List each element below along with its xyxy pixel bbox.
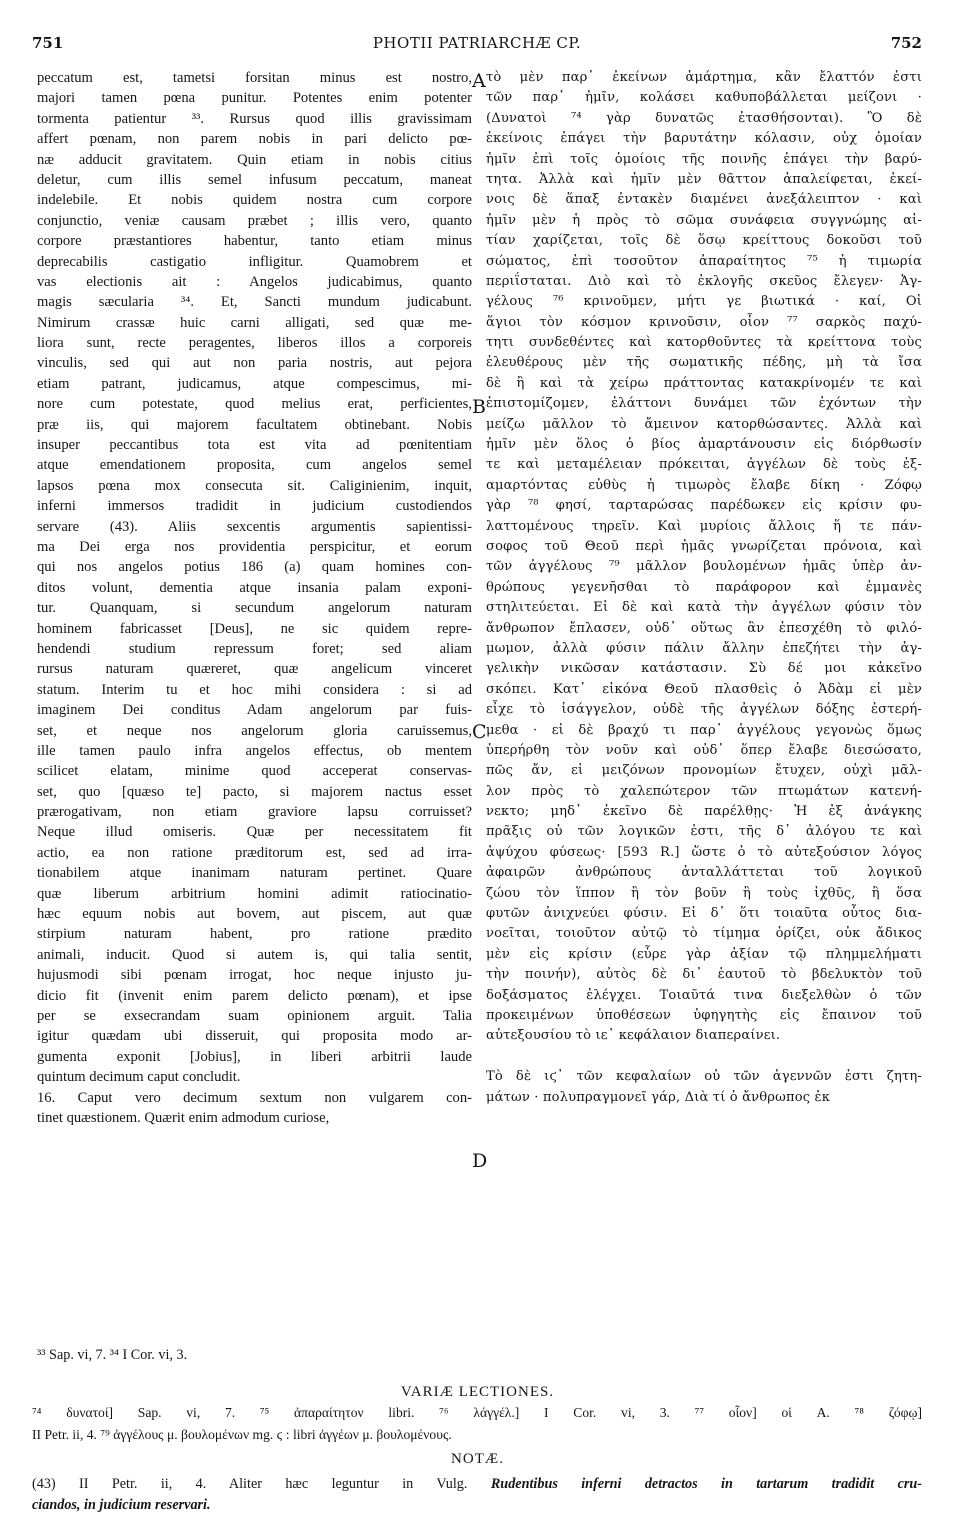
greek-text-line: νοεῖται, τοιοῦτον αὐτῷ τὸ τίμημα ὁρίζει, οὐκ ἄδικος xyxy=(486,926,922,942)
latin-text-line: vinculis, sed qui aut non paria nostris, aut pejora xyxy=(37,355,472,372)
greek-text-line: ἄνθρωπον ἔπλασεν, οὐδ᾽ οὕτως ἂν ἐπεσχέθη τὸ φιλό- xyxy=(486,620,922,636)
greek-text-line: σώματος, ἐπὶ τοσοῦτον ἀπαραίτητος ⁷⁵ ἡ τιμωρία xyxy=(486,253,922,269)
latin-text-line: per se exsecrandam suam opinionem arguit. Talia xyxy=(37,1007,472,1024)
greek-text-line: τε καὶ μεταμέλειαν πρόκειται, ἀγγέλων δὲ τοὺς ἐξ- xyxy=(486,457,922,473)
greek-text-line: πρᾶξις οὐ τῶν λογικῶν ἐστι, τῆς δ᾽ ἀλόγου τε καὶ xyxy=(486,824,922,840)
latin-text-line: tormenta patientur ³³. Rursus quod illis gravissimam xyxy=(37,110,472,127)
greek-text-line: ζώου τὸν ἵππον ἢ τὸν βοῦν ἢ τοὺς ἰχθῦς, ἢ ὅσα xyxy=(486,885,922,901)
latin-text-line: igitur quædam ubi disseruit, qui proposita modo ar- xyxy=(37,1028,472,1045)
greek-text-line: ἡμῖν ἐπὶ τοῖς ὁμοίοις τῆς ποινῆς ἐπάγει τὴν βαρύ- xyxy=(486,151,922,167)
greek-text-line: μεθα · εἰ δὲ βραχύ τι παρ᾽ ἀγγέλους γεγονὼς ὅμως xyxy=(486,722,922,738)
greek-column xyxy=(486,68,922,1108)
latin-text-line: gumenta exponit [Jobius], in liberi arbitrii laude xyxy=(37,1048,472,1065)
latin-text-line: tinet quæstionem. Quærit enim admodum curiose, xyxy=(37,1109,330,1126)
greek-text-line: ὑπερήρθη τὸν νοῦν καὶ οὐδ᾽ ὅπερ ἔλαβε διεσώσατο, xyxy=(486,742,922,758)
greek-text-line: ἀψύχου φύσεως· [593 R.] ὥστε ὁ τὸ αὐτεξούσιον λόγος xyxy=(486,844,922,860)
latin-text-line: majori tamen pœna punitur. Potentes enim potenter xyxy=(37,90,472,107)
latin-text-line: affert pœnam, non parem nobis in pari delicto pœ- xyxy=(37,131,472,148)
latin-text-line: ille tamen paulo infra angelos effectus, ob mentem xyxy=(37,742,472,759)
latin-text-line: atque emendationem proposita, cum angelos semel xyxy=(37,457,472,474)
latin-text-line: prærogativam, non etiam graviore lapsu corruisset? xyxy=(37,804,472,821)
note-line-1 xyxy=(32,1476,922,1493)
greek-text-line: ἡμῖν μὲν ὅλος ὁ βίος ἁμαρτάνουσιν εἰς διόρθωσίν xyxy=(486,437,922,453)
margin-marker-b: B xyxy=(472,396,486,418)
greek-text-line: μείζω μᾶλλον τὸ ἄμεινον κατορθώσαντες. Ἀλλὰ καὶ xyxy=(486,416,922,432)
latin-text-line: statum. Interim tu et hoc mihi considera : si ad xyxy=(37,681,472,698)
latin-text-line: quintum decimum caput concludit. xyxy=(37,1069,241,1086)
latin-text-line: deprecabilis castigatio infligitur. Quamobrem et xyxy=(37,253,472,270)
greek-text-line: νοις δὲ ἅπαξ ἐντακὲν διαμένει ἀνεξάλειπτον · καὶ xyxy=(486,192,922,208)
page-number-left: 751 xyxy=(32,34,64,52)
greek-text-line: εἶχε τὸ ἰσάγγελον, οὐδὲ τῆς ἀγγέλων δόξης ἐστερή- xyxy=(486,702,922,718)
latin-text-line: tionabilem atque inanimam naturam pertinet. Quare xyxy=(37,865,472,882)
greek-text-line: νεκτο; μηδ᾽ ἐκεῖνο δὲ παρέλθῃς· Ἡ ἐξ ἀνάγκης xyxy=(486,804,922,820)
greek-text-line: γὰρ ⁷⁸ φησί, ταρταρώσας παρέδωκεν εἰς κρίσιν φυ- xyxy=(486,498,922,514)
latin-text-line: hæc equum nobis aut bovem, aut piscem, aut quæ xyxy=(37,906,472,923)
latin-text-line: servare (43). Aliis sexcentis argumentis sapientissi- xyxy=(37,518,472,535)
greek-text-line: λον πρὸς τὸ χαλεπώτερον τῶν πτωμάτων κατενή- xyxy=(486,783,922,799)
latin-text-line: scilicet elatam, minime quod acceperat conservas- xyxy=(37,763,472,780)
note-prefix: (43) II Petr. ii, 4. Aliter hæc leguntur in Vulg. xyxy=(32,1476,468,1492)
latin-text-line: deletur, cum illis semel infusum peccatum, maneat xyxy=(37,171,472,188)
latin-text-line: Neque illud omiseris. Quæ per necessitatem fit xyxy=(37,824,472,841)
scripture-footnotes: ³³ Sap. vi, 7. ³⁴ I Cor. vi, 3. xyxy=(37,1347,188,1363)
greek-text-line: ἐκείνοις ἐπάγει τὴν βαρυτάτην κόλασιν, οὐχ ὁμοίαν xyxy=(486,131,922,147)
margin-marker-c: C xyxy=(472,721,487,743)
running-title: PHOTII PATRIARCHÆ CP. xyxy=(372,34,582,52)
latin-text-line: inferni immersos tradidit in judicium custodiendos xyxy=(37,498,472,515)
latin-text-line: liora sunt, recte peragentes, liberos illos a corporeis xyxy=(37,335,472,352)
greek-text-line: γελικὴν νικῶσαν κατάστασιν. Σὺ δέ μοι κἀκεῖνο xyxy=(486,661,922,677)
greek-text-line: τητι συνδεθέντες καὶ κατορθοῦντες τὰ κρείττονα τοὺς xyxy=(486,335,922,351)
variae-lectiones-heading: VARIÆ LECTIONES. xyxy=(400,1384,555,1400)
latin-text-line: set, et neque nos angelorum gloria caruissemus, xyxy=(37,722,472,739)
latin-text-line: conjunctio, veniæ causam præbet ; illis vero, quanto xyxy=(37,212,472,229)
latin-text-line: lapsos pœna mox consecuta sit. Caliginienim, inquit, xyxy=(37,477,472,494)
latin-text-line: vas electionis ait : Angelos judicabimus, quanto xyxy=(37,273,472,290)
latin-text-line: etiam patrant, judicamus, atque compescimus, mi- xyxy=(37,375,472,392)
greek-text-line: δοξάσματος ἐλέγχει. Τοιαῦτά τινα διεξελθὼν ὁ τῶν xyxy=(486,987,922,1003)
margin-marker-a: A xyxy=(472,70,486,92)
latin-text-line: Nimirum crassæ huic carni alligati, sed quæ me- xyxy=(37,314,472,331)
greek-text-line: ἐλευθέρους μὲν τῆς σωματικῆς πέδης, μὴ τὰ ἴσα xyxy=(486,355,922,371)
greek-text-line: γέλους ⁷⁶ κρινοῦμεν, μήτι γε βιωτικά · καί, Οἱ xyxy=(486,294,922,310)
latin-text-line: hominem fabricasset [Deus], ne sic quidem repre- xyxy=(37,620,472,637)
greek-text-line: σκόπει. Κατ᾽ εἰκόνα Θεοῦ πλασθεὶς ὁ Ἀδὰμ εἰ μὲν xyxy=(486,681,922,697)
page-header xyxy=(32,34,922,58)
variae-lectiones-line-1: ⁷⁴ δυνατοί] Sap. vi, 7. ⁷⁵ ἀπαραίτητον libri. ⁷⁶ λάγγέλ.] I Cor. vi, 3. ⁷⁷ οἷον] οἱ A. ⁷⁸ ζόφῳ] xyxy=(32,1405,922,1420)
latin-text-line: animali, inducit. Quod si autem is, qui talia sentit, xyxy=(37,946,472,963)
latin-text-line: næ adducit gravitatem. Quin etiam in nobis citius xyxy=(37,151,472,168)
greek-text-line: αὐτεξουσίου τὸ ιε᾽ κεφάλαιον διαπεραίνει. xyxy=(486,1028,781,1044)
greek-text-line: θρώπους γεγενῆσθαι τὸ παράφορον καὶ ἐμμανὲς xyxy=(486,579,922,595)
greek-text-line: μὲν εἰς κρίσιν (εὗρε γὰρ ἀξίαν τῷ πλημμελήματι xyxy=(486,946,922,962)
greek-text-line: ἐπιστομίζομεν, ἐλάττονι δυνάμει τῶν ἐχόντων τὴν xyxy=(486,396,922,412)
greek-text-line: πῶς ἄν, εἰ μειζόνων προνομίων ἔτυχεν, οὐχὶ μᾶλ- xyxy=(486,763,922,779)
greek-text-line: φυτῶν ἀνιχνεύει φύσιν. Εἰ δ᾽ ὅτι τοιαῦτα οὗτος δια- xyxy=(486,906,922,922)
greek-text-line: τῶν ἀγγέλους ⁷⁹ μᾶλλον βουλομένων ἡμᾶς ὑπὲρ ἀν- xyxy=(486,559,922,575)
greek-text-line: τὴν ποινήν), αὐτὸς δὲ δι᾽ ἑαυτοῦ τὸ βδελυκτὸν τοῦ xyxy=(486,967,922,983)
latin-text-line: qui nos angelos potius 186 (a) quam homines con- xyxy=(37,559,472,576)
latin-text-line: imaginem Dei conditus Adam angelorum par fuis- xyxy=(37,702,472,719)
latin-text-line: magis sæcularia ³⁴. Et, Sancti mundum judicabunt. xyxy=(37,294,472,311)
latin-text-line: peccatum est, tametsi forsitan minus est nostro, xyxy=(37,70,472,86)
greek-text-line: τίαν χαρίζεται, τοῖς δὲ ὅσῳ κρείττους δοκοῦσι τοῦ xyxy=(486,233,922,249)
page-number-right: 752 xyxy=(890,34,922,52)
latin-text-line: tur. Quanquam, si secundum angelorum naturam xyxy=(37,600,472,617)
note-quote-start: Rudentibus inferni detractos in tartarum tradidit cru- xyxy=(490,1476,922,1492)
latin-text-line: 16. Caput vero decimum sextum non vulgarem con- xyxy=(37,1089,472,1106)
greek-text-line: λαττομένους τηρεῖν. Καὶ μυρίοις ἄλλοις ἥ τε πάν- xyxy=(486,518,922,534)
greek-text-line: Τὸ δὲ ιϛ᾽ τῶν κεφαλαίων οὐ τῶν ἀγεννῶν ἐστι ζητη- xyxy=(486,1069,922,1085)
greek-text-line: ἡμῖν μὲν ἡ πρὸς τὸ σῶμα συνάφεια συγγνώμης αἰ- xyxy=(486,212,922,228)
notae-heading: NOTÆ. xyxy=(451,1451,504,1467)
greek-text-line: σοφος τοῦ Θεοῦ περὶ ἡμᾶς γνωρίζεται πρόνοια, καὶ xyxy=(486,538,922,554)
latin-column xyxy=(37,68,472,1128)
latin-text-line: set, quo [quæso te] pacto, si majorem nactus esset xyxy=(37,783,472,800)
latin-text-line: hendendi studium repressum foret; sed aliam xyxy=(37,640,472,657)
latin-text-line: actio, ea non ratione præditorum est, sed ad irra- xyxy=(37,844,472,861)
variae-lectiones-line-2: II Petr. ii, 4. ⁷⁹ ἀγγέλους μ. βουλομένων mg. ϛ : libri ἀγγέων μ. βουλομένους. xyxy=(32,1427,452,1442)
greek-text-line: προκειμένων ὑποθέσεων ὑφηγητὴς εἰς ἔπαινον τοῦ xyxy=(486,1007,922,1023)
latin-text-line: hujusmodi sibi pœnam irrogat, hoc neque injusto ju- xyxy=(37,967,472,984)
latin-text-line: dicio fit (invenit enim parem delicto pœnam), et ipse xyxy=(37,987,472,1004)
latin-text-line: insuper peccantibus tota est vita ad pœnitentiam xyxy=(37,437,472,454)
greek-text-line: ἀφαιρῶν ἀνθρώπους ἀνταλλάττεται τοῦ λογικοῦ xyxy=(486,865,922,881)
latin-text-line: rursus naturam quæreret, quæ angelicum vinceret xyxy=(37,661,472,678)
greek-text-line: μάτων · πολυπραγμονεῖ γάρ, Διὰ τί ὁ ἄνθρωπος ἐκ xyxy=(486,1089,831,1105)
greek-text-line: τὸ μὲν παρ᾽ ἐκείνων ἁμάρτημα, κἂν ἔλαττόν ἐστι xyxy=(486,70,922,85)
greek-text-line: μωμον, ἀλλὰ φύσιν πάλιν ἄλλην ἐπεζήτει τὴν ἀγ- xyxy=(486,640,922,656)
note-line-2: ciandos, in judicium reservari. xyxy=(32,1497,211,1513)
greek-text-line: στηλιτεύεται. Εἰ δὲ καὶ κατὰ τὴν ἀγγέλων φύσιν τὸν xyxy=(486,600,922,616)
greek-text-line: τῶν παρ᾽ ἡμῖν, κολάσει καθυποβάλλεται μείζονι · xyxy=(486,90,922,106)
latin-text-line: ma Dei erga nos providentia perspicitur, et eorum xyxy=(37,538,472,555)
latin-text-line: stirpium naturam habent, pro ratione prædito xyxy=(37,926,472,943)
latin-text-line: quæ liberum arbitrium homini adimit ratiocinatio- xyxy=(37,885,472,902)
latin-text-line: præ iis, qui majorem facultatem obtinebant. Nobis xyxy=(37,416,472,433)
greek-text-line: δὲ ἢ καὶ τὰ χείρω πράττοντας κατακρίνομέν τε καὶ xyxy=(486,375,922,391)
latin-text-line: indelebile. Et nobis quidem nostra cum corpore xyxy=(37,192,472,209)
greek-text-line: (Δυνατοὶ ⁷⁴ γὰρ δυνατῶς ἐτασθήσονται). Ὃ δὲ xyxy=(486,110,922,126)
latin-text-line: nore cum potestate, quod melius erat, perficientes, xyxy=(37,396,472,413)
margin-marker-d: D xyxy=(472,1150,488,1172)
greek-text-line: ἅγιοι τὸν κόσμον κρινοῦσιν, οἷον ⁷⁷ σαρκὸς παχύ- xyxy=(486,314,922,330)
greek-text-line: τητα. Ἀλλὰ καὶ ἡμῖν μὲν θᾶττον ἀπαλείφεται, ἐκεί- xyxy=(486,171,922,187)
greek-text-line xyxy=(486,1047,922,1067)
greek-text-line: περιΐσταται. Διὸ καὶ τὸ ἐκλογῆς σκεῦος ἔλεγεν· Ἀγ- xyxy=(486,273,922,289)
latin-text-line: corpore præstantiores habentur, tanto etiam minus xyxy=(37,233,472,250)
greek-text-line: αμαρτόντας εὐθὺς ἡ τιμωρὸς ἔλαβε δίκη · Ζόφῳ xyxy=(486,477,922,493)
latin-text-line: ditos volunt, dementia atque insania palam exponi- xyxy=(37,579,472,596)
